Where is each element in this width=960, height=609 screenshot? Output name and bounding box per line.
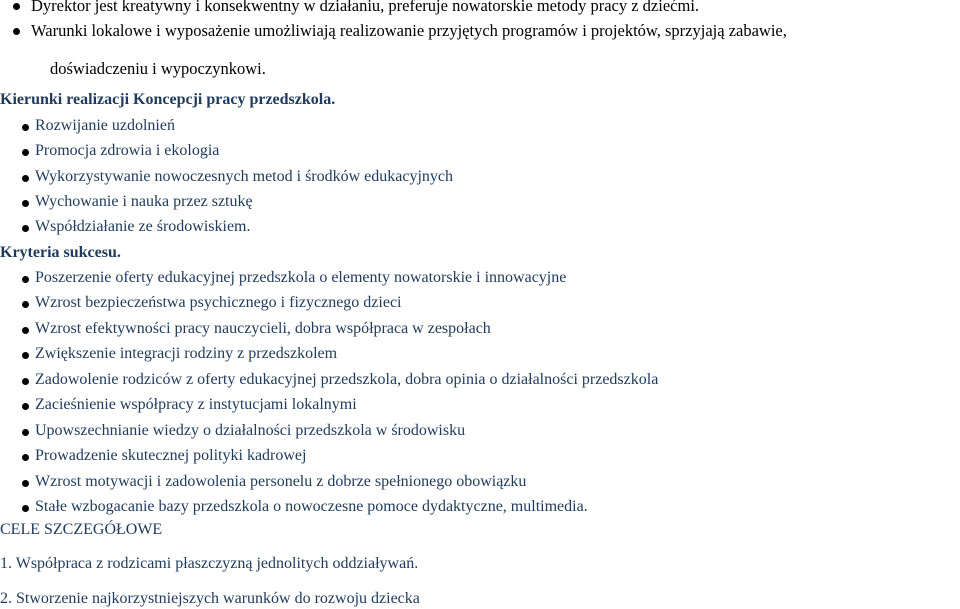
list-item: Rozwijanie uzdolnień: [35, 117, 175, 134]
bullet-icon: [22, 352, 29, 359]
bullet-icon: [22, 149, 29, 156]
bullet-icon: [22, 327, 29, 334]
bullet-icon: [22, 276, 29, 283]
bullet-icon: [22, 480, 29, 487]
list-item: Zadowolenie rodziców z oferty edukacyjnej przedszkola, dobra opinia o działalności przedszkola: [35, 371, 659, 388]
list-item: Dyrektor jest kreatywny i konsekwentny w działaniu, preferuje nowatorskie metody pracy z dziećmi.: [31, 0, 700, 15]
bullet-icon: [22, 200, 29, 207]
bullet-icon: [22, 175, 29, 182]
section-heading-directions: Kierunki realizacji Koncepcji pracy przedszkola.: [0, 91, 336, 108]
section-heading-goals: CELE SZCZEGÓŁOWE: [0, 521, 163, 538]
list-item: Zwiększenie integracji rodziny z przedszkolem: [35, 345, 338, 362]
bullet-icon: [13, 28, 20, 35]
bullet-icon: [22, 403, 29, 410]
bullet-icon: [22, 301, 29, 308]
list-item: Wzrost bezpieczeństwa psychicznego i fizycznego dzieci: [35, 294, 402, 311]
list-item: Upowszechnianie wiedzy o działalności przedszkola w środowisku: [35, 422, 466, 439]
list-item: Poszerzenie oferty edukacyjnej przedszkola o elementy nowatorskie i innowacyjne: [35, 269, 567, 286]
list-item-continuation: doświadczeniu i wypoczynkowi.: [50, 59, 266, 78]
list-item: 2. Stworzenie najkorzystniejszych warunków do rozwoju dziecka: [0, 590, 420, 607]
list-item: 1. Współpraca z rodzicami płaszczyzną jednolitych oddziaływań.: [0, 555, 419, 572]
list-item: Promocja zdrowia i ekologia: [35, 142, 220, 159]
bullet-icon: [22, 378, 29, 385]
list-item: Stałe wzbogacanie bazy przedszkola o nowoczesne pomoce dydaktyczne, multimedia.: [35, 498, 588, 515]
bullet-icon: [22, 429, 29, 436]
list-item: Wzrost motywacji i zadowolenia personelu z dobrze spełnionego obowiązku: [35, 473, 527, 490]
bullet-icon: [22, 124, 29, 131]
list-item: Wychowanie i nauka przez sztukę: [35, 193, 253, 210]
list-item: Warunki lokalowe i wyposażenie umożliwiają realizowanie przyjętych programów i projektów, sprzyjają zabawie,: [31, 21, 787, 40]
bullet-icon: [13, 3, 20, 10]
list-item: Prowadzenie skutecznej polityki kadrowej: [35, 447, 307, 464]
section-heading-criteria: Kryteria sukcesu.: [0, 244, 121, 261]
list-item: Zacieśnienie współpracy z instytucjami lokalnymi: [35, 396, 357, 413]
bullet-icon: [22, 505, 29, 512]
list-item: Wzrost efektywności pracy nauczycieli, dobra współpraca w zespołach: [35, 320, 491, 337]
bullet-icon: [22, 225, 29, 232]
list-item: Współdziałanie ze środowiskiem.: [35, 218, 251, 235]
list-item: Wykorzystywanie nowoczesnych metod i środków edukacyjnych: [35, 168, 454, 185]
bullet-icon: [22, 454, 29, 461]
